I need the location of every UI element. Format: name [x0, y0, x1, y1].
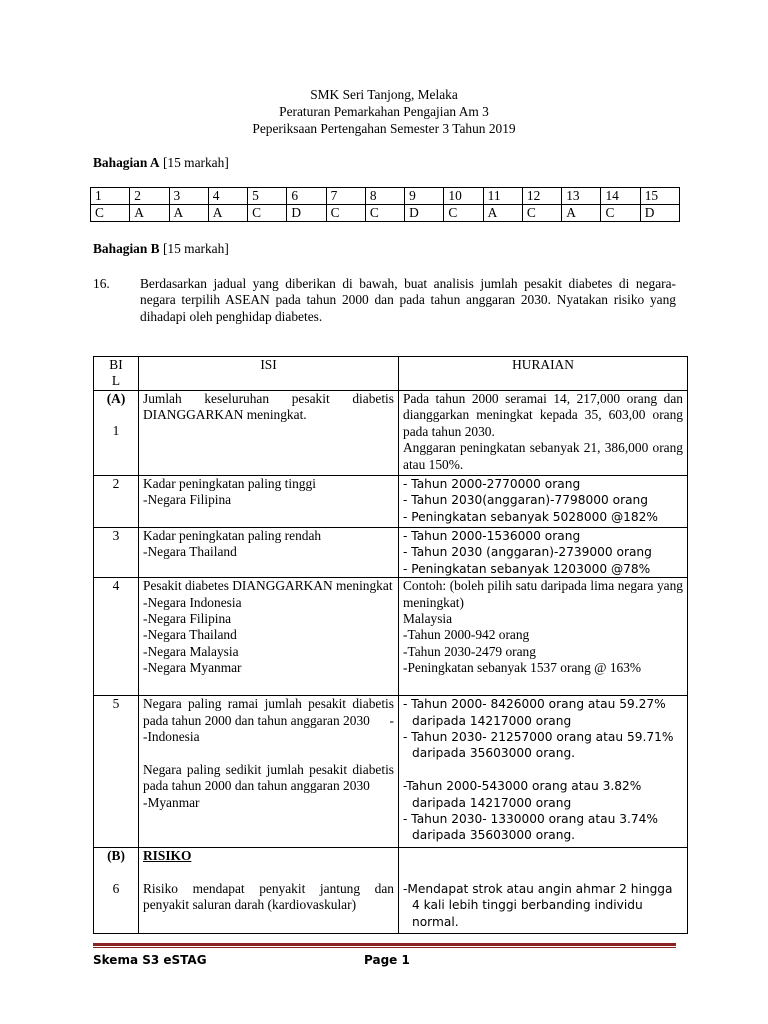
row-huraian: - Tahun 2000-2770000 orang - Tahun 2030(anggaran)-7798000 orang - Peningkatan sebanyak 5028000 @182% — [399, 476, 688, 528]
footer-left: Skema S3 eSTAG — [93, 953, 207, 967]
answer-letter: C — [326, 205, 365, 222]
section-a-marks: [15 markah] — [162, 155, 229, 170]
header-isi: ISI — [139, 357, 399, 391]
table-row — [94, 696, 688, 848]
question-number: 16. — [93, 276, 110, 291]
row-number: 4 — [94, 578, 139, 696]
document-title: Peraturan Pemarkahan Pengajian Am 3 — [279, 104, 489, 119]
answer-letter: C — [444, 205, 483, 222]
section-b-marks: [15 markah] — [162, 241, 229, 256]
row-number: (A) 1 — [94, 391, 139, 476]
answer-letter: D — [287, 205, 326, 222]
answer-letter: D — [640, 205, 679, 222]
answer-number: 14 — [601, 188, 640, 205]
answer-letter: A — [208, 205, 247, 222]
header-huraian: HURAIAN — [399, 357, 688, 391]
answer-letter: C — [91, 205, 130, 222]
answer-letter: A — [562, 205, 601, 222]
page-number: Page 1 — [364, 953, 410, 967]
table-row — [94, 578, 688, 696]
row-number: 3 — [94, 528, 139, 578]
footer-rule — [93, 943, 676, 946]
exam-title: Peperiksaan Pertengahan Semester 3 Tahun 2019 — [252, 121, 516, 136]
row-isi: RISIKO Risiko mendapat penyakit jantung dan penyakit saluran darah (kardiovaskular) — [139, 848, 399, 934]
answer-number: 8 — [365, 188, 404, 205]
answer-letter: C — [522, 205, 561, 222]
row-isi: Pesakit diabetes DIANGGARKAN meningkat -Negara Indonesia -Negara Filipina -Negara Thailand -Negara Malaysia -Negara Myanmar — [139, 578, 399, 696]
table-header-row — [94, 357, 688, 391]
answer-letter: A — [483, 205, 522, 222]
row-huraian: Contoh: (boleh pilih satu daripada lima negara yang meningkat) Malaysia -Tahun 2000-942 orang -Tahun 2030-2479 orang -Peningkatan sebanyak 1537 orang @ 163% — [399, 578, 688, 696]
answer-scheme-table — [93, 356, 688, 934]
row-huraian: Pada tahun 2000 seramai 14, 217,000 orang dan dianggarkan meningkat kepada 35, 603,00 orang pada tahun 2030. Anggaran peningkatan sebanyak 21, 386,000 orang atau 150%. — [399, 391, 688, 476]
row-isi: Negara paling ramai jumlah pesakit diabetis pada tahun 2000 dan tahun anggaran 2030 - -Indonesia Negara paling sedikit jumlah pesakit diabetis pada tahun 2000 dan tahun anggaran 2030 -Myanmar — [139, 696, 399, 848]
answer-number: 6 — [287, 188, 326, 205]
table-row — [94, 391, 688, 476]
row-huraian: -Mendapat strok atau angin ahmar 2 hingga 4 kali lebih tinggi berbanding individu normal. — [399, 848, 688, 934]
row-huraian: - Tahun 2000-1536000 orang - Tahun 2030 (anggaran)-2739000 orang - Peningkatan sebanyak 1203000 @78% — [399, 528, 688, 578]
table-row — [94, 528, 688, 578]
section-b-label: Bahagian B — [93, 241, 160, 256]
answer-letter: C — [365, 205, 404, 222]
footer-rule-thin — [93, 947, 676, 948]
answer-number: 3 — [169, 188, 208, 205]
answer-letter: D — [405, 205, 444, 222]
row-huraian: - Tahun 2000- 8426000 orang atau 59.27% daripada 14217000 orang - Tahun 2030- 21257000 orang atau 59.71% daripada 35603000 orang. -Tahun 2000-543000 orang atau 3.82% daripada 14217000 orang - Tahun 2030- 1330000 orang atau 3.74% daripada 35603000 orang. — [399, 696, 688, 848]
question-text: Berdasarkan jadual yang diberikan di bawah, buat analisis jumlah pesakit diabetes di negara- negara terpilih ASEAN pada tahun 2000 dan pada tahun anggaran 2030. Nyatakan risiko yang dihadapi oleh penghidap diabetes. — [140, 276, 676, 324]
row-number: 2 — [94, 476, 139, 528]
answer-number: 13 — [562, 188, 601, 205]
answer-number: 7 — [326, 188, 365, 205]
row-isi: Kadar peningkatan paling rendah -Negara Thailand — [139, 528, 399, 578]
answer-letter: A — [130, 205, 169, 222]
answer-number: 5 — [248, 188, 287, 205]
table-row — [94, 476, 688, 528]
section-a-label: Bahagian A — [93, 155, 160, 170]
section-b-heading — [93, 241, 229, 257]
row-isi: Kadar peningkatan paling tinggi -Negara Filipina — [139, 476, 399, 528]
table-row — [94, 848, 688, 934]
answer-number: 10 — [444, 188, 483, 205]
answer-number: 11 — [483, 188, 522, 205]
school-name: SMK Seri Tanjong, Melaka — [310, 87, 458, 102]
row-isi: Jumlah keseluruhan pesakit diabetis DIANGGARKAN meningkat. — [139, 391, 399, 476]
section-a-heading — [93, 155, 229, 171]
answer-number: 9 — [405, 188, 444, 205]
row-number: 5 — [94, 696, 139, 848]
answer-number: 15 — [640, 188, 679, 205]
answer-number: 4 — [208, 188, 247, 205]
answer-number: 2 — [130, 188, 169, 205]
answer-letter: A — [169, 205, 208, 222]
answer-letter: C — [248, 205, 287, 222]
answer-number: 1 — [91, 188, 130, 205]
answer-letters-row — [91, 205, 680, 222]
header-bil: BI L — [94, 357, 139, 391]
answer-number: 12 — [522, 188, 561, 205]
risk-heading: RISIKO — [143, 848, 192, 864]
row-number: (B) 6 — [94, 848, 139, 934]
answer-letter: C — [601, 205, 640, 222]
answer-key-table — [90, 187, 680, 222]
answer-numbers-row — [91, 188, 680, 205]
